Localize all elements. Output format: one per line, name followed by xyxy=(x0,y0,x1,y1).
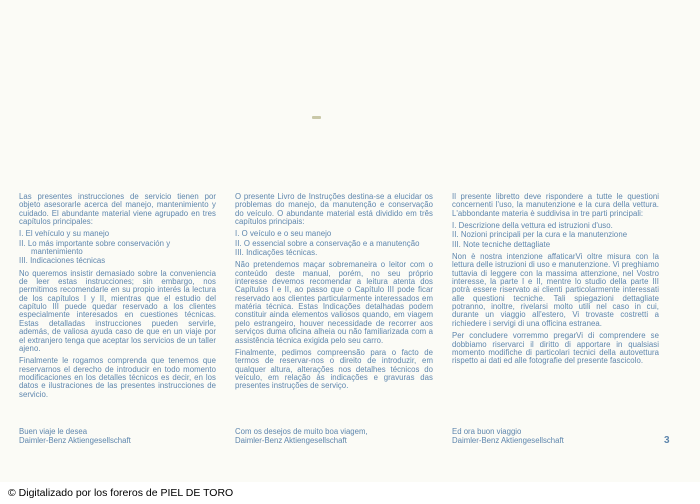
closing-greeting: Buen viaje le desea xyxy=(19,427,88,436)
chapter-item: III. Indicaciones técnicas xyxy=(19,256,106,266)
column-italian xyxy=(452,193,659,370)
closing-greeting: Com os desejos de muito boa viagem, xyxy=(235,427,368,436)
intro-paragraph: O presente Livro de Instruções destina-se a elucidar os problemas do manejo, da manutenção e conservação do veículo. O abundante material está dividido em três capítulos principais: xyxy=(235,192,433,227)
chapter-item: II. Lo más importante sobre conservación y mantenimiento xyxy=(19,238,171,257)
chapter-item: II. Nozioni principali per la cura e la manutenzione xyxy=(452,230,628,240)
intro-paragraph: Il presente libretto deve rispondere a tutte le questioni concernenti l'uso, la manutenzione e la cura della vettura. L'abbondante materia è suddivisa in tre parti principali: xyxy=(452,192,659,218)
column-spanish xyxy=(19,193,216,403)
digitization-credit xyxy=(0,482,700,504)
closing-signature: Daimler-Benz Aktiengesellschaft xyxy=(235,435,347,445)
printer-mark xyxy=(312,116,321,119)
final-paragraph: Finalmente, pedimos compreensão para o facto de termos de reservar-nos o direito de introduzir, em qualquer altura, alterações nos detalhes técnicos do veículo, em relação às indicações e gravuras das presentes instruções de serviço. xyxy=(235,347,433,391)
closing-spanish xyxy=(19,428,131,446)
chapter-item: I. El vehículo y su manejo xyxy=(19,229,110,239)
chapter-item: II. O essencial sobre a conservação e a manutenção xyxy=(235,238,420,248)
chapter-list xyxy=(452,222,659,249)
page-number: 3 xyxy=(664,435,670,446)
body-paragraph: Non è nostra intenzione affaticarVi oltre misura con la lettura delle istruzioni di uso e manutenzione. Vi preghiamo tuttavia di leggere con la massima attenzione, nel Vostro interesse, la parte I e II, mentre lo studio della parte III potrà essere riservato ai clienti particolarmente interessati alle questioni tecniche. Tali spiegazioni dettagliate potranno, inoltre, rivelarsi molto utili nel caso in cui, durante un viaggio all'estero, Vi trovaste costretti a richiedere i servigi di una officina estranea. xyxy=(452,252,659,328)
final-paragraph: Finalmente le rogamos comprenda que tenemos que reservarnos el derecho de introducir en todo momento modificaciones en los detalles técnicos es decir, en los datos e ilustraciones de las presentes instrucciones de servicio. xyxy=(19,356,216,399)
closing-portuguese xyxy=(235,428,368,446)
final-paragraph: Per concludere vorremmo pregarVi di comprendere se dobbiamo riservarci il diritto di apportare in qualsiasi momento modifiche di particolari tecnici della autovettura rispetto ai dati ed alle fotografie del presente fascicolo. xyxy=(452,331,659,366)
credit-text: © Digitalizado por los foreros de PIEL DE TORO xyxy=(8,487,234,499)
chapter-item: III. Note tecniche dettagliate xyxy=(452,239,551,249)
intro-paragraph: Las presentes instrucciones de servicio tienen por objeto asesorarle acerca del manejo, mantenimiento y cuidado. El abundante material viene agrupado en tres capítulos principales: xyxy=(19,192,216,227)
body-paragraph: Não pretendemos maçar sobremaneira o leitor com o conteúdo deste manual, porém, no seu próprio interesse devemos recomendar a leitura atenta dos Capítulos I e II, ao passo que o Capítulo III pode ficar reservado aos clientes particularmente interessados em matéria técnica. Estas Indicações detalhadas podem constituir ainda elementos valiosos quando, em viagem pelo estrangeiro, houver necessidade de recorrer aos serviços duma oficina alheia ou não familiarizada com a assistência técnica exigida pelo seu carro. xyxy=(235,260,433,345)
body-paragraph: No queremos insistir demasiado sobre la conveniencia de leer estas instrucciones; sin embargo, nos permitimos recomendarle en su propio interés la lectura de los capítulos I y II, mientras que el estudio del capítulo III puede quedar reservado a los clientes especialmente interesados en cuestiones técnicas. Estas detalladas instrucciones pueden servirle, además, de valiosa ayuda caso de que en un viaje por el extranjero tenga que aceptar los servicios de un taller ajeno. xyxy=(19,268,216,353)
closing-signature: Daimler-Benz Aktiengesellschaft xyxy=(452,435,564,445)
chapter-item: I. Descrizione della vettura ed istruzioni d'uso. xyxy=(452,221,613,231)
chapter-list xyxy=(19,230,216,265)
chapter-item: I. O veículo e o seu manejo xyxy=(235,229,332,239)
closing-signature: Daimler-Benz Aktiengesellschaft xyxy=(19,435,131,445)
chapter-list xyxy=(235,230,433,257)
column-portuguese xyxy=(235,193,433,395)
closing-italian xyxy=(452,428,564,446)
chapter-item: III. Indicações técnicas. xyxy=(235,248,318,258)
closing-greeting: Ed ora buon viaggio xyxy=(452,427,522,436)
